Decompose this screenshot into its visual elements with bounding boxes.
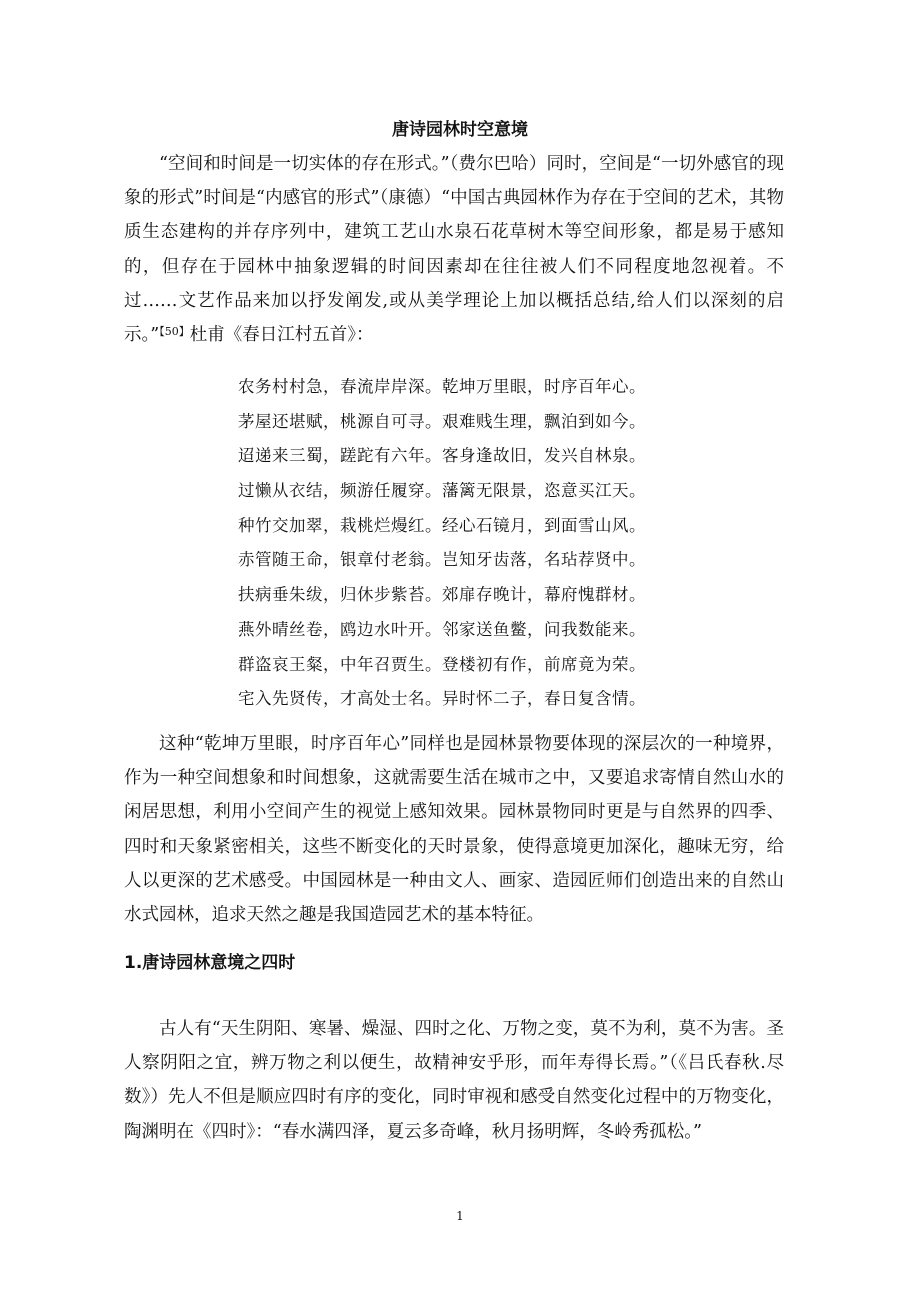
- paragraph-intro-text: “空间和时间是一切实体的存在形式。”（费尔巴哈）同时，空间是“一切外感官的现象的形式”时间是“内感官的形式”（康德）“中国古典园林作为存在于空间的艺术，其物质生态建构的并存序列中，建筑工艺山水泉石花草树木等空间形象，都是易于感知的，但存在于园林中抽象逻辑的时间因素却在往往被人们不同程度地忽视着。不过……文艺作品来加以抒发阐发,或从美学理论上加以概括总结,给人们以深刻的启示。”: [124, 154, 784, 346]
- poem-line: 扶病垂朱绂，归休步紫苔。郊扉存晚计，幕府愧群材。: [238, 585, 646, 605]
- poem-line: 种竹交加翠，栽桃烂熳红。经心石镜月，到面雪山风。: [238, 515, 646, 535]
- page-number: 1: [456, 1209, 464, 1223]
- paragraph-intro-tail: 杜甫《春日江村五首》：: [189, 325, 374, 346]
- poem-block: [238, 370, 798, 717]
- poem-line: 过懒从衣结，频游任履穿。藩篱无限景，恣意买江天。: [238, 481, 646, 501]
- poem-line: 茅屋还堪赋，桃源自可寻。艰难贱生理，飘泊到如今。: [238, 411, 646, 431]
- paragraph-intro: [124, 147, 784, 352]
- poem-line: 赤管随王命，银章付老翁。岂知牙齿落，名玷荐贤中。: [238, 550, 646, 570]
- poem-line: 燕外晴丝卷，鸥边水叶开。邻家送鱼鳖，问我数能来。: [238, 619, 646, 639]
- poem-line: 农务村村急，春流岸岸深。乾坤万里眼，时序百年心。: [238, 377, 646, 396]
- poem-line: 群盗哀王粲，中年召贾生。登楼初有作，前席竟为荣。: [238, 654, 646, 674]
- poem-line: 宅入先贤传，才高处士名。异时怀二子，春日复含情。: [238, 689, 646, 709]
- citation-reference: 【50】: [159, 325, 190, 339]
- paragraph-four-seasons: 古人有“天生阴阳、寒暑、燥湿、四时之化、万物之变，莫不为利，莫不为害。圣人察阴阳之宜，辨万物之利以便生，故精神安乎形，而年寿得长焉。”（《吕氏春秋.尽数》）先人不但是顺应四时有序的变化，同时审视和感受自然变化过程中的万物变化，陶渊明在《四时》：“春水满四泽，夏云多奇峰，秋月扬明辉，冬岭秀孤松。”: [124, 1019, 784, 1142]
- paragraph-realm: 这种“乾坤万里眼，时序百年心”同样也是园林景物要体现的深层次的一种境界，作为一种空间想象和时间想象，这就需要生活在城市之中，又要追求寄情自然山水的闲居思想，利用小空间产生的视觉上感知效果。园林景物同时更是与自然界的四季、四时和天象紧密相关，这些不断变化的天时景象，使得意境更加深化，趣味无穷，给人以更深的艺术感受。中国园林是一种由文人、画家、造园匠师们创造出来的自然山水式园林，追求天然之趣是我国造园艺术的基本特征。: [124, 734, 784, 926]
- poem-line: 迢递来三蜀，蹉跎有六年。客身逢故旧，发兴自林泉。: [238, 446, 646, 466]
- section-heading: 1.唐诗园林意境之四时: [124, 953, 296, 973]
- document-title: 唐诗园林时空意境: [392, 120, 528, 140]
